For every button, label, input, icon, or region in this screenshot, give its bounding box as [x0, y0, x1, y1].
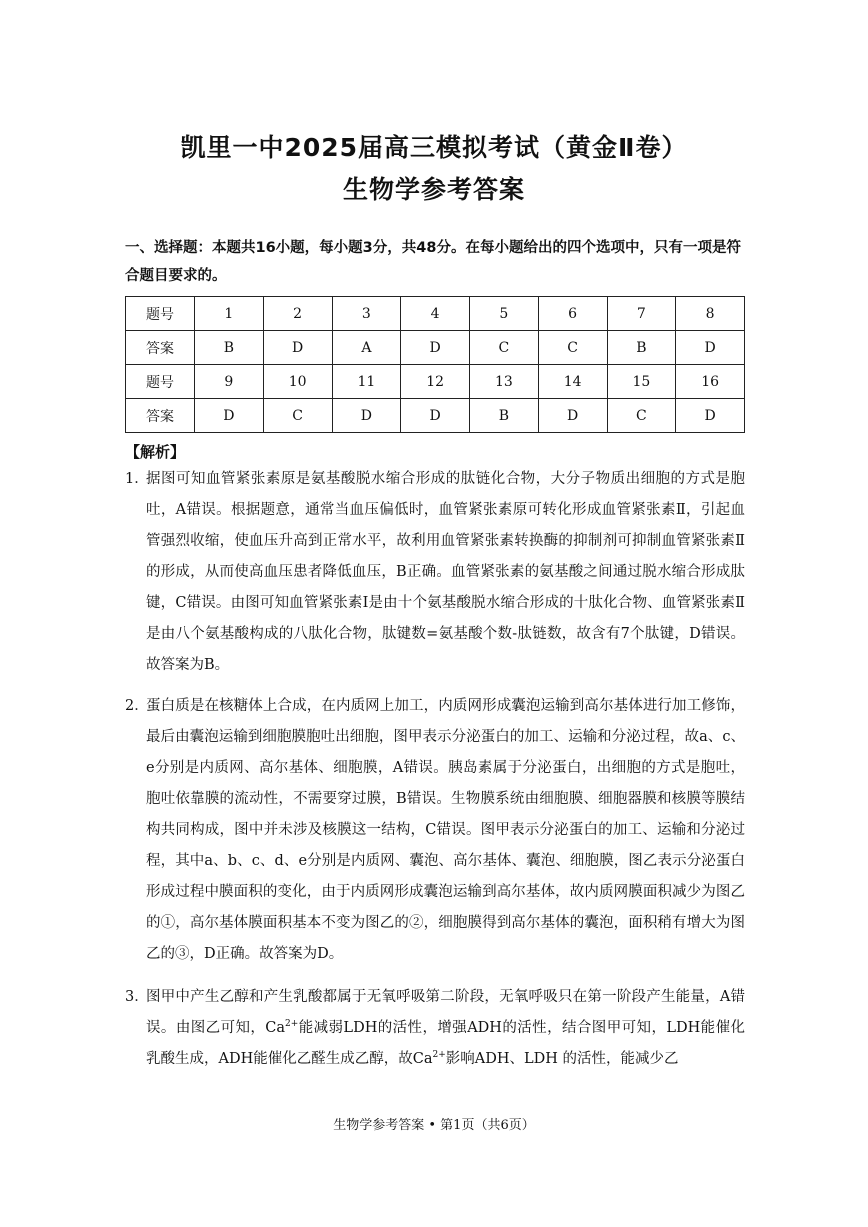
row-label: 题号 — [126, 365, 195, 399]
table-cell: D — [676, 331, 745, 365]
table-cell: 9 — [195, 365, 264, 399]
row-label: 答案 — [126, 399, 195, 433]
explanation-text: 蛋白质是在核糖体上合成，在内质网上加工，内质网形成囊泡运输到高尔基体进行加工修饰，最后由囊泡运输到细胞膜胞吐出细胞，图甲表示分泌蛋白的加工、运输和分泌过程，故a、c、e分别是内质网、高尔基体、细胞膜，A错误。胰岛素属于分泌蛋白，出细胞的方式是胞吐，胞吐依靠膜的流动性，不需要穿过膜，B错误。生物膜系统由细胞膜、细胞器膜和核膜等膜结构共同构成，图中并未涉及核膜这一结构，C错误。图甲表示分泌蛋白的加工、运输和分泌过程，其中a、b、c、d、e分别是内质网、囊泡、高尔基体、囊泡、细胞膜，图乙表示分泌蛋白形成过程中膜面积的变化，由于内质网形成囊泡运输到高尔基体，故内质网膜面积减少为图乙的①，高尔基体膜面积基本不变为图乙的②，细胞膜得到高尔基体的囊泡，面积稍有增大为图乙的③，D正确。故答案为D。 — [146, 698, 745, 962]
explanation-1 — [125, 464, 745, 681]
superscript: 2+ — [432, 1050, 446, 1060]
table-row — [126, 297, 745, 331]
table-cell: 16 — [676, 365, 745, 399]
table-cell: 5 — [470, 297, 539, 331]
table-cell: D — [401, 399, 470, 433]
table-cell: D — [332, 399, 401, 433]
explanation-3 — [125, 982, 745, 1075]
table-cell: 4 — [401, 297, 470, 331]
table-cell: A — [332, 331, 401, 365]
answer-table — [125, 296, 745, 433]
explanation-number: 2． — [125, 698, 149, 714]
table-cell: 11 — [332, 365, 401, 399]
explanation-2 — [125, 691, 745, 970]
explanation-number: 3． — [125, 989, 149, 1005]
table-cell: B — [607, 331, 676, 365]
table-cell: D — [263, 331, 332, 365]
page-title: 凯里一中2025届高三模拟考试（黄金Ⅱ卷） — [180, 133, 688, 162]
row-label: 题号 — [126, 297, 195, 331]
table-cell: B — [470, 399, 539, 433]
table-cell: C — [538, 331, 607, 365]
table-cell: 1 — [195, 297, 264, 331]
table-cell: D — [195, 399, 264, 433]
table-row — [126, 399, 745, 433]
table-cell: 7 — [607, 297, 676, 331]
table-cell: C — [263, 399, 332, 433]
table-cell: 12 — [401, 365, 470, 399]
table-row — [126, 365, 745, 399]
table-cell: 2 — [263, 297, 332, 331]
row-label: 答案 — [126, 331, 195, 365]
table-cell: D — [676, 399, 745, 433]
table-cell: D — [538, 399, 607, 433]
explanation-number: 1． — [125, 471, 149, 487]
page-subtitle: 生物学参考答案 — [342, 175, 525, 204]
table-cell: 15 — [607, 365, 676, 399]
table-cell: 8 — [676, 297, 745, 331]
table-cell: C — [470, 331, 539, 365]
explanation-text: 图甲中产生乙醇和产生乳酸都属于无氧呼吸第二阶段，无氧呼吸只在第一阶段产生能量，A错误。由图乙可知，$Ca^{2+}$能减弱LDH的活性，增强ADH的活性，结合图甲可知，LDH能催化乳酸生成，ADH能催化乙醛生成乙醇，故$Ca^{2+}$影响ADH、LDH 的活性，能减少乙 — [146, 989, 745, 1067]
section-intro: 一、选择题：本题共16小题，每小题3分，共48分。在每小题给出的四个选项中，只有一项是符合题目要求的。 — [125, 240, 741, 284]
table-cell: 10 — [263, 365, 332, 399]
table-cell: 14 — [538, 365, 607, 399]
table-cell: 3 — [332, 297, 401, 331]
page-footer: 生物学参考答案 • 第1页（共6页） — [333, 1118, 535, 1133]
explanation-text: 据图可知血管紧张素原是氨基酸脱水缩合形成的肽链化合物，大分子物质出细胞的方式是胞吐，A错误。根据题意，通常当血压偏低时，血管紧张素原可转化形成血管紧张素Ⅱ，引起血管强烈收缩，使血压升高到正常水平，故利用血管紧张素转换酶的抑制剂可抑制血管紧张素Ⅱ的形成，从而使高血压患者降低血压，B正确。血管紧张素的氨基酸之间通过脱水缩合形成肽键，C错误。由图可知血管紧张素Ⅰ是由十个氨基酸脱水缩合形成的十肽化合物、血管紧张素Ⅱ是由八个氨基酸构成的八肽化合物，肽键数=氨基酸个数-肽链数，故含有7个肽键，D错误。故答案为B。 — [146, 471, 745, 673]
table-cell: D — [401, 331, 470, 365]
superscript: 2+ — [285, 1019, 299, 1029]
table-cell: 6 — [538, 297, 607, 331]
table-cell: B — [195, 331, 264, 365]
section-label: 【解析】 — [125, 443, 186, 461]
table-row — [126, 331, 745, 365]
table-cell: 13 — [470, 365, 539, 399]
table-cell: C — [607, 399, 676, 433]
